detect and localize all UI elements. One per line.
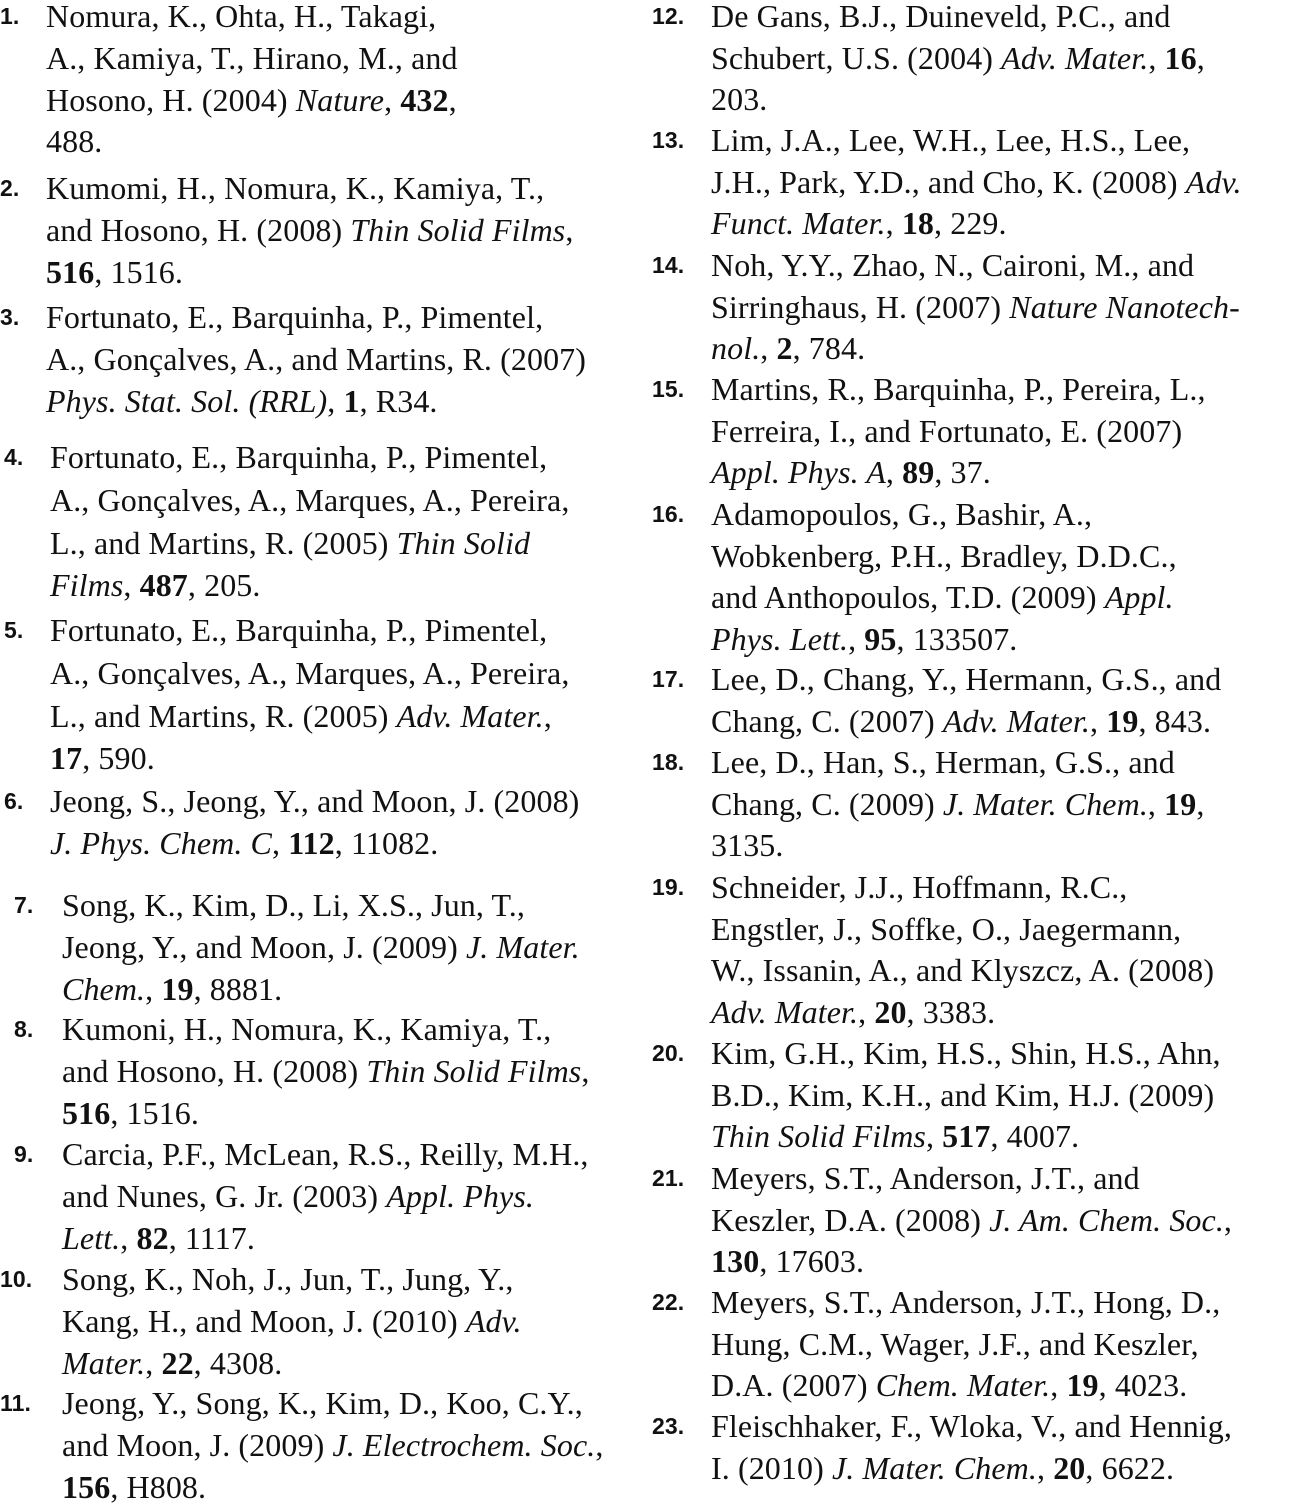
volume-number: 16 — [1164, 39, 1197, 76]
reference-line — [50, 737, 569, 780]
reference-text — [711, 0, 1205, 121]
reference-line — [711, 992, 1214, 1034]
reference-line — [711, 0, 1205, 38]
reference-text — [50, 609, 569, 780]
reference-line — [62, 1259, 522, 1301]
journal-title: Funct. Mater. — [711, 205, 886, 242]
reference-line — [46, 381, 586, 423]
ref-text-segment: and Moon, J. (2009) — [62, 1426, 333, 1463]
volume-number: 95 — [864, 620, 897, 657]
volume-number: 516 — [46, 253, 95, 290]
reference-line — [62, 1176, 589, 1218]
ref-text-segment: Lee, D., Han, S., Herman, G.S., and — [711, 744, 1175, 780]
reference-number: 12. — [652, 3, 685, 29]
reference-line — [711, 79, 1205, 121]
reference-line — [62, 927, 580, 969]
reference-line — [50, 781, 579, 823]
volume-number: 130 — [711, 1243, 760, 1280]
ref-text-segment: , R34. — [359, 382, 438, 419]
journal-title: Chem. — [62, 970, 146, 1007]
journal-title: Lett. — [62, 1219, 121, 1256]
reference-line — [62, 1093, 589, 1135]
journal-title: Adv. — [465, 1302, 522, 1339]
ref-text-segment: , — [565, 211, 574, 248]
reference-line — [711, 1200, 1232, 1242]
reference-line — [711, 659, 1221, 701]
reference-text — [62, 885, 580, 1010]
volume-number: 516 — [62, 1094, 111, 1131]
reference-line — [46, 121, 458, 163]
ref-text-segment: Meyers, S.T., Anderson, J.T., Hong, D., — [711, 1284, 1221, 1320]
ref-text-segment: , — [145, 970, 162, 1007]
reference-line — [62, 1218, 589, 1260]
reference-number: 1. — [0, 3, 20, 29]
reference-line — [711, 909, 1214, 951]
reference-number: 8. — [14, 1016, 34, 1042]
journal-title: Thin Solid Films — [350, 211, 566, 248]
reference-text — [711, 369, 1206, 494]
ref-text-segment: B.D., Kim, K.H., and Kim, H.J. (2009) — [711, 1076, 1215, 1113]
reference-line — [62, 1425, 603, 1467]
ref-text-segment: , — [1036, 1449, 1054, 1486]
ref-text-segment: , — [448, 81, 457, 118]
ref-text-segment: A., Kamiya, T., Hirano, M., and — [46, 39, 458, 76]
reference-line — [711, 867, 1214, 909]
volume-number: 1 — [343, 382, 360, 419]
ref-text-segment: , 4308. — [193, 1344, 283, 1381]
journal-title: Adv. Mater. — [1001, 39, 1149, 76]
ref-text-segment: , 37. — [934, 454, 991, 491]
reference-text — [711, 120, 1242, 245]
ref-text-segment: , — [327, 382, 344, 419]
ref-text-segment: Chang, C. (2009) — [711, 785, 943, 822]
ref-text-segment: , 3383. — [906, 993, 996, 1030]
reference-line — [711, 38, 1205, 80]
reference-number: 22. — [652, 1289, 685, 1315]
reference-line — [711, 1241, 1232, 1283]
reference-line — [711, 369, 1206, 411]
reference-text — [711, 494, 1177, 660]
volume-number: 20 — [1053, 1449, 1086, 1486]
reference-line — [711, 245, 1240, 287]
ref-text-segment: A., Gonçalves, A., and Martins, R. (2007) — [46, 340, 587, 377]
ref-text-segment: Fortunato, E., Barquinha, P., Pimentel, — [46, 299, 544, 335]
reference-text — [46, 168, 573, 293]
reference-line — [62, 1343, 522, 1385]
reference-number: 16. — [652, 501, 685, 527]
journal-title: Appl. — [1104, 579, 1174, 616]
ref-text-segment: , 843. — [1138, 702, 1212, 739]
ref-text-segment: , — [1223, 1201, 1233, 1238]
ref-text-segment: , — [1147, 785, 1165, 822]
reference-line — [62, 1301, 522, 1343]
ref-text-segment: Keszler, D.A. (2008) — [711, 1201, 990, 1238]
ref-text-segment: Kim, G.H., Kim, H.S., Shin, H.S., Ahn, — [711, 1035, 1221, 1071]
ref-text-segment: Chang, C. (2007) — [711, 702, 943, 739]
reference-line — [50, 823, 579, 865]
reference-line — [711, 1033, 1221, 1075]
ref-text-segment: , 1516. — [94, 253, 184, 290]
reference-number: 9. — [14, 1141, 34, 1167]
reference-number: 14. — [652, 252, 685, 278]
ref-text-segment: , 8881. — [193, 970, 283, 1007]
reference-line — [46, 297, 586, 339]
ref-text-segment: 488. — [46, 123, 103, 160]
journal-title: J. Phys. Chem. C — [50, 824, 273, 861]
ref-text-segment: A., Gonçalves, A., Marques, A., Pereira, — [50, 481, 570, 518]
reference-line — [46, 339, 586, 381]
ref-text-segment: Schneider, J.J., Hoffmann, R.C., — [711, 869, 1128, 905]
volume-number: 2 — [776, 330, 793, 367]
reference-text — [711, 867, 1214, 1033]
reference-text — [62, 1259, 522, 1384]
volume-number: 19 — [161, 970, 194, 1007]
volume-number: 19 — [1164, 785, 1197, 822]
reference-line — [50, 564, 569, 607]
reference-line — [711, 1365, 1220, 1407]
reference-line — [711, 1158, 1232, 1200]
ref-text-segment: Wobkenberg, P.H., Bradley, D.D.C., — [711, 537, 1177, 574]
ref-text-segment: L., and Martins, R. (2005) — [50, 524, 397, 561]
journal-title: Appl. Phys. — [386, 1177, 534, 1214]
reference-line — [711, 1282, 1220, 1324]
reference-line — [711, 1075, 1221, 1117]
reference-number: 5. — [4, 617, 24, 643]
ref-text-segment: , 784. — [792, 330, 866, 367]
ref-text-segment: , — [1148, 39, 1165, 76]
reference-line — [62, 1134, 589, 1176]
ref-text-segment: Lee, D., Chang, Y., Hermann, G.S., and — [711, 661, 1222, 697]
reference-number: 23. — [652, 1413, 685, 1439]
reference-line — [711, 328, 1240, 370]
ref-text-segment: 3135. — [711, 827, 784, 864]
ref-text-segment: Nomura, K., Ohta, H., Takagi, — [46, 0, 437, 34]
journal-title: nol. — [711, 330, 761, 367]
ref-text-segment: Martins, R., Barquinha, P., Pereira, L., — [711, 371, 1206, 407]
volume-number: 20 — [874, 993, 907, 1030]
reference-line — [711, 701, 1221, 743]
reference-line — [711, 536, 1177, 578]
reference-number: 10. — [0, 1266, 33, 1292]
journal-title: J. Mater. Chem. — [942, 785, 1148, 822]
reference-text — [62, 1383, 603, 1508]
ref-text-segment: , — [581, 1052, 590, 1089]
volume-number: 112 — [288, 824, 335, 861]
ref-text-segment: Fortunato, E., Barquinha, P., Pimentel, — [50, 439, 548, 475]
journal-title: Thin Solid Films — [366, 1052, 582, 1089]
ref-text-segment: Sirringhaus, H. (2007) — [711, 288, 1010, 325]
ref-text-segment: Jeong, Y., Song, K., Kim, D., Koo, C.Y., — [62, 1385, 583, 1421]
ref-text-segment: Noh, Y.Y., Zhao, N., Caironi, M., and — [711, 247, 1195, 283]
ref-text-segment: , 1516. — [110, 1094, 200, 1131]
ref-text-segment: , — [543, 697, 552, 734]
ref-text-segment: D.A. (2007) — [711, 1367, 876, 1404]
ref-text-segment: , — [1050, 1367, 1067, 1404]
reference-number: 19. — [652, 874, 685, 900]
volume-number: 17 — [50, 740, 83, 777]
reference-text — [711, 1282, 1220, 1407]
reference-line — [711, 1324, 1220, 1366]
journal-title: Adv. Mater. — [711, 993, 859, 1030]
ref-text-segment: and Nunes, G. Jr. (2003) — [62, 1177, 387, 1214]
reference-line — [50, 695, 569, 738]
ref-text-segment: , — [1196, 785, 1205, 822]
reference-number: 4. — [4, 444, 24, 470]
ref-text-segment: Fortunato, E., Barquinha, P., Pimentel, — [50, 612, 548, 648]
reference-number: 7. — [14, 892, 34, 918]
volume-number: 432 — [400, 81, 449, 118]
journal-title: J. Am. Chem. Soc. — [989, 1201, 1224, 1238]
reference-line — [46, 38, 458, 80]
reference-line — [50, 436, 569, 479]
reference-line — [711, 1406, 1232, 1448]
ref-text-segment: , — [145, 1344, 162, 1381]
journal-title: Films — [50, 567, 124, 604]
reference-line — [711, 950, 1214, 992]
volume-number: 89 — [902, 454, 935, 491]
reference-text — [711, 1158, 1232, 1283]
reference-line — [711, 287, 1240, 329]
journal-title: J. Mater. Chem. — [831, 1449, 1037, 1486]
reference-line — [711, 577, 1177, 619]
reference-line — [50, 652, 569, 695]
reference-number: 20. — [652, 1040, 685, 1066]
ref-text-segment: , 590. — [82, 740, 155, 777]
ref-text-segment: , — [1090, 702, 1107, 739]
ref-text-segment: , — [123, 567, 140, 604]
ref-text-segment: Kang, H., and Moon, J. (2010) — [62, 1302, 466, 1339]
ref-text-segment: , 4023. — [1098, 1367, 1188, 1404]
ref-text-segment: Fleischhaker, F., Wloka, V., and Hennig, — [711, 1408, 1232, 1444]
journal-title: Chem. Mater. — [875, 1367, 1051, 1404]
reference-text — [711, 1033, 1221, 1158]
reference-line — [62, 1051, 589, 1093]
reference-line — [711, 411, 1206, 453]
ref-text-segment: , H808. — [110, 1468, 207, 1505]
ref-text-segment: , 6622. — [1085, 1449, 1175, 1486]
ref-text-segment: , 4007. — [990, 1118, 1080, 1155]
ref-text-segment: , — [925, 1118, 943, 1155]
ref-text-segment: , — [885, 205, 902, 242]
reference-line — [62, 969, 580, 1011]
reference-number: 13. — [652, 127, 685, 153]
volume-number: 82 — [136, 1219, 169, 1256]
reference-line — [46, 168, 573, 210]
reference-line — [711, 784, 1204, 826]
volume-number: 22 — [161, 1344, 194, 1381]
volume-number: 156 — [62, 1468, 111, 1505]
ref-text-segment: Hosono, H. (2004) — [46, 81, 296, 118]
reference-line — [46, 0, 458, 38]
journal-title: Appl. Phys. A — [711, 454, 886, 491]
reference-text — [46, 0, 458, 163]
reference-number: 15. — [652, 376, 685, 402]
journal-title: Adv. — [1185, 163, 1242, 200]
volume-number: 487 — [139, 567, 188, 604]
reference-text — [50, 436, 569, 607]
reference-line — [46, 252, 573, 294]
ref-text-segment: , 11082. — [334, 824, 439, 861]
ref-text-segment: Meyers, S.T., Anderson, J.T., and — [711, 1160, 1140, 1196]
reference-line — [46, 210, 573, 252]
ref-text-segment: L., and Martins, R. (2005) — [50, 697, 397, 734]
reference-line — [62, 885, 580, 927]
journal-title: Nature — [295, 81, 385, 118]
reference-line — [50, 479, 569, 522]
journal-title: Nature Nanotech- — [1009, 288, 1240, 325]
reference-line — [62, 1009, 589, 1051]
ref-text-segment: , — [595, 1426, 604, 1463]
reference-line — [711, 120, 1242, 162]
reference-line — [711, 1116, 1221, 1158]
ref-text-segment: I. (2010) — [711, 1449, 832, 1486]
ref-text-segment: Kumomi, H., Nomura, K., Kamiya, T., — [46, 170, 545, 206]
ref-text-segment: , 1117. — [168, 1219, 256, 1256]
reference-line — [46, 80, 458, 122]
ref-text-segment: J.H., Park, Y.D., and Cho, K. (2008) — [711, 163, 1186, 200]
ref-text-segment: Song, K., Noh, J., Jun, T., Jung, Y., — [62, 1261, 514, 1297]
ref-text-segment: Engstler, J., Soffke, O., Jaegermann, — [711, 910, 1182, 947]
reference-text — [711, 742, 1204, 867]
volume-number: 517 — [942, 1118, 991, 1155]
ref-text-segment: Adamopoulos, G., Bashir, A., — [711, 496, 1093, 532]
ref-text-segment: W., Issanin, A., and Klyszcz, A. (2008) — [711, 952, 1215, 989]
reference-number: 21. — [652, 1165, 685, 1191]
ref-text-segment: De Gans, B.J., Duineveld, P.C., and — [711, 0, 1171, 34]
journal-title: Mater. — [62, 1344, 146, 1381]
reference-text — [711, 1406, 1232, 1489]
journal-title: Adv. Mater. — [396, 697, 544, 734]
reference-number: 3. — [0, 304, 20, 330]
ref-text-segment: Kumoni, H., Nomura, K., Kamiya, T., — [62, 1011, 552, 1047]
reference-line — [711, 742, 1204, 784]
reference-text — [46, 297, 586, 422]
ref-text-segment: , — [848, 620, 865, 657]
reference-text — [50, 781, 579, 865]
ref-text-segment: and Hosono, H. (2008) — [62, 1052, 367, 1089]
volume-number: 18 — [901, 205, 935, 242]
reference-line — [711, 452, 1206, 494]
ref-text-segment: Jeong, S., Jeong, Y., and Moon, J. (2008) — [50, 783, 580, 819]
ref-text-segment: , 229. — [934, 205, 1007, 242]
reference-text — [711, 245, 1240, 370]
volume-number: 19 — [1066, 1367, 1099, 1404]
reference-line — [711, 1448, 1232, 1490]
ref-text-segment: , 17603. — [759, 1243, 865, 1280]
ref-text-segment: Schubert, U.S. (2004) — [711, 39, 1002, 76]
ref-text-segment: , 133507. — [896, 620, 1018, 657]
reference-line — [62, 1383, 603, 1425]
ref-text-segment: Song, K., Kim, D., Li, X.S., Jun, T., — [62, 887, 525, 923]
ref-text-segment: Lim, J.A., Lee, W.H., Lee, H.S., Lee, — [711, 122, 1191, 158]
journal-title: J. Electrochem. Soc. — [332, 1426, 596, 1463]
ref-text-segment: Carcia, P.F., McLean, R.S., Reilly, M.H., — [62, 1136, 589, 1172]
reference-number: 11. — [0, 1390, 32, 1416]
reference-text — [711, 659, 1221, 742]
ref-text-segment: A., Gonçalves, A., Marques, A., Pereira, — [50, 654, 570, 691]
reference-line — [711, 825, 1204, 867]
ref-text-segment: , — [272, 824, 289, 861]
journal-title: Adv. Mater. — [942, 702, 1091, 739]
reference-line — [50, 609, 569, 652]
ref-text-segment: and Hosono, H. (2008) — [46, 211, 351, 248]
journal-title: J. Mater. — [465, 928, 580, 965]
journal-title: Thin Solid Films — [711, 1118, 926, 1155]
journal-title: Phys. Lett. — [711, 620, 849, 657]
reference-number: 17. — [652, 666, 685, 692]
reference-line — [711, 494, 1177, 536]
reference-text — [62, 1134, 589, 1259]
volume-number: 19 — [1106, 702, 1139, 739]
ref-text-segment: , — [120, 1219, 137, 1256]
ref-text-segment: Jeong, Y., and Moon, J. (2009) — [62, 928, 466, 965]
ref-text-segment: , — [760, 330, 777, 367]
ref-text-segment: , — [384, 81, 401, 118]
ref-text-segment: Ferreira, I., and Fortunato, E. (2007) — [711, 412, 1183, 449]
ref-text-segment: Hung, C.M., Wager, J.F., and Keszler, — [711, 1325, 1199, 1362]
journal-title: Phys. Stat. Sol. (RRL) — [46, 382, 328, 419]
reference-number: 6. — [4, 788, 24, 814]
reference-number: 18. — [652, 749, 685, 775]
ref-text-segment: 203. — [711, 81, 768, 118]
ref-text-segment: , — [1196, 39, 1205, 76]
reference-line — [711, 162, 1242, 204]
ref-text-segment: , — [858, 993, 875, 1030]
reference-line — [711, 619, 1177, 661]
ref-text-segment: , 205. — [187, 567, 261, 604]
reference-text — [62, 1009, 589, 1134]
ref-text-segment: , — [885, 454, 903, 491]
reference-line — [711, 203, 1242, 245]
journal-title: Thin Solid — [396, 524, 531, 561]
reference-line — [50, 522, 569, 565]
reference-number: 2. — [0, 175, 20, 201]
ref-text-segment: and Anthopoulos, T.D. (2009) — [711, 579, 1105, 616]
